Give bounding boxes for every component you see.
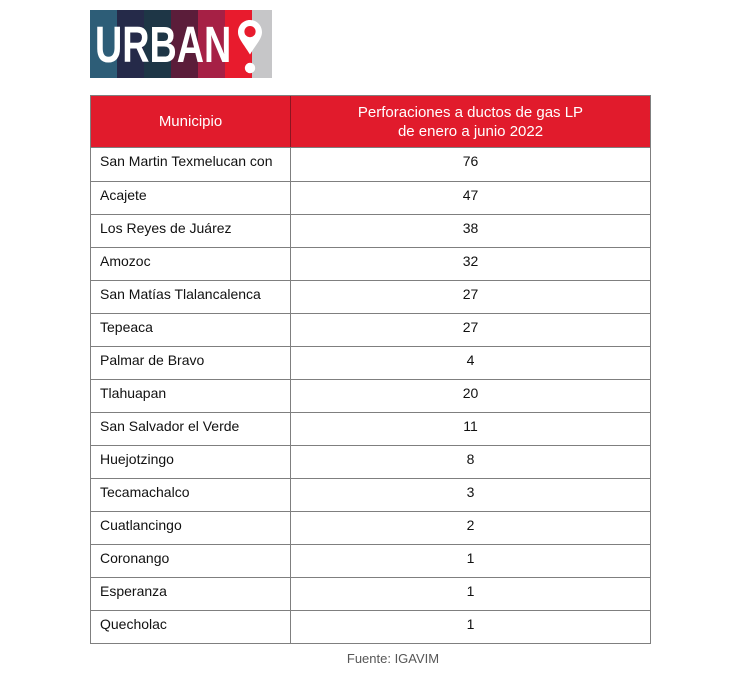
municipio-cell: San Martin Texmelucan con xyxy=(91,148,291,181)
municipio-cell: Los Reyes de Juárez xyxy=(91,215,291,247)
table-row xyxy=(91,148,650,181)
municipio-cell: Cuatlancingo xyxy=(91,512,291,544)
value-cell: 4 xyxy=(466,352,475,368)
table-row xyxy=(91,478,650,511)
value-cell: 2 xyxy=(466,517,475,533)
table-row xyxy=(91,280,650,313)
value-cell: 38 xyxy=(462,220,479,236)
municipio-cell: Esperanza xyxy=(91,578,291,610)
header-metric-line2: de enero a junio 2022 xyxy=(397,122,544,140)
table-row xyxy=(91,181,650,214)
table-row xyxy=(91,412,650,445)
value-cell: 76 xyxy=(462,153,479,169)
location-pin-icon xyxy=(236,19,264,79)
value-cell: 1 xyxy=(466,616,475,632)
table-body xyxy=(91,148,650,643)
municipio-cell: Acajete xyxy=(91,182,291,214)
logo-text: URBAN xyxy=(95,15,232,73)
municipio-cell: Tlahuapan xyxy=(91,380,291,412)
value-cell: 47 xyxy=(462,187,479,203)
value-cell: 11 xyxy=(463,418,478,434)
value-cell: 27 xyxy=(462,319,479,335)
header-metric xyxy=(291,96,650,147)
pin-hole xyxy=(244,26,255,37)
table-row xyxy=(91,214,650,247)
municipio-cell: Huejotzingo xyxy=(91,446,291,478)
municipio-cell: San Matías Tlalancalenca xyxy=(91,281,291,313)
municipio-cell: Tecamachalco xyxy=(91,479,291,511)
pin-dot xyxy=(245,63,255,73)
value-cell: 27 xyxy=(462,286,479,302)
value-cell: 32 xyxy=(462,253,479,269)
table-row xyxy=(91,610,650,643)
pin-balloon xyxy=(238,20,262,55)
value-cell: 1 xyxy=(466,550,475,566)
table-row xyxy=(91,445,650,478)
value-cell: 8 xyxy=(466,451,475,467)
value-cell: 1 xyxy=(466,583,475,599)
table-row xyxy=(91,346,650,379)
table-row xyxy=(91,577,650,610)
table-row xyxy=(91,247,650,280)
table-row xyxy=(91,544,650,577)
header-metric-line1: Perforaciones a ductos de gas LP xyxy=(357,103,584,121)
municipio-cell: Quecholac xyxy=(91,611,291,643)
data-table xyxy=(90,95,651,644)
header-municipio: Municipio xyxy=(91,96,291,147)
urban-logo xyxy=(90,10,272,78)
table-row xyxy=(91,511,650,544)
source-note: Fuente: IGAVIM xyxy=(346,651,440,666)
municipio-cell: Palmar de Bravo xyxy=(91,347,291,379)
municipio-cell: Amozoc xyxy=(91,248,291,280)
table-row xyxy=(91,313,650,346)
table-row xyxy=(91,379,650,412)
municipio-cell: Coronango xyxy=(91,545,291,577)
table-header-row xyxy=(91,96,650,148)
value-cell: 20 xyxy=(462,385,479,401)
municipio-cell: San Salvador el Verde xyxy=(91,413,291,445)
value-cell: 3 xyxy=(466,484,475,500)
municipio-cell: Tepeaca xyxy=(91,314,291,346)
